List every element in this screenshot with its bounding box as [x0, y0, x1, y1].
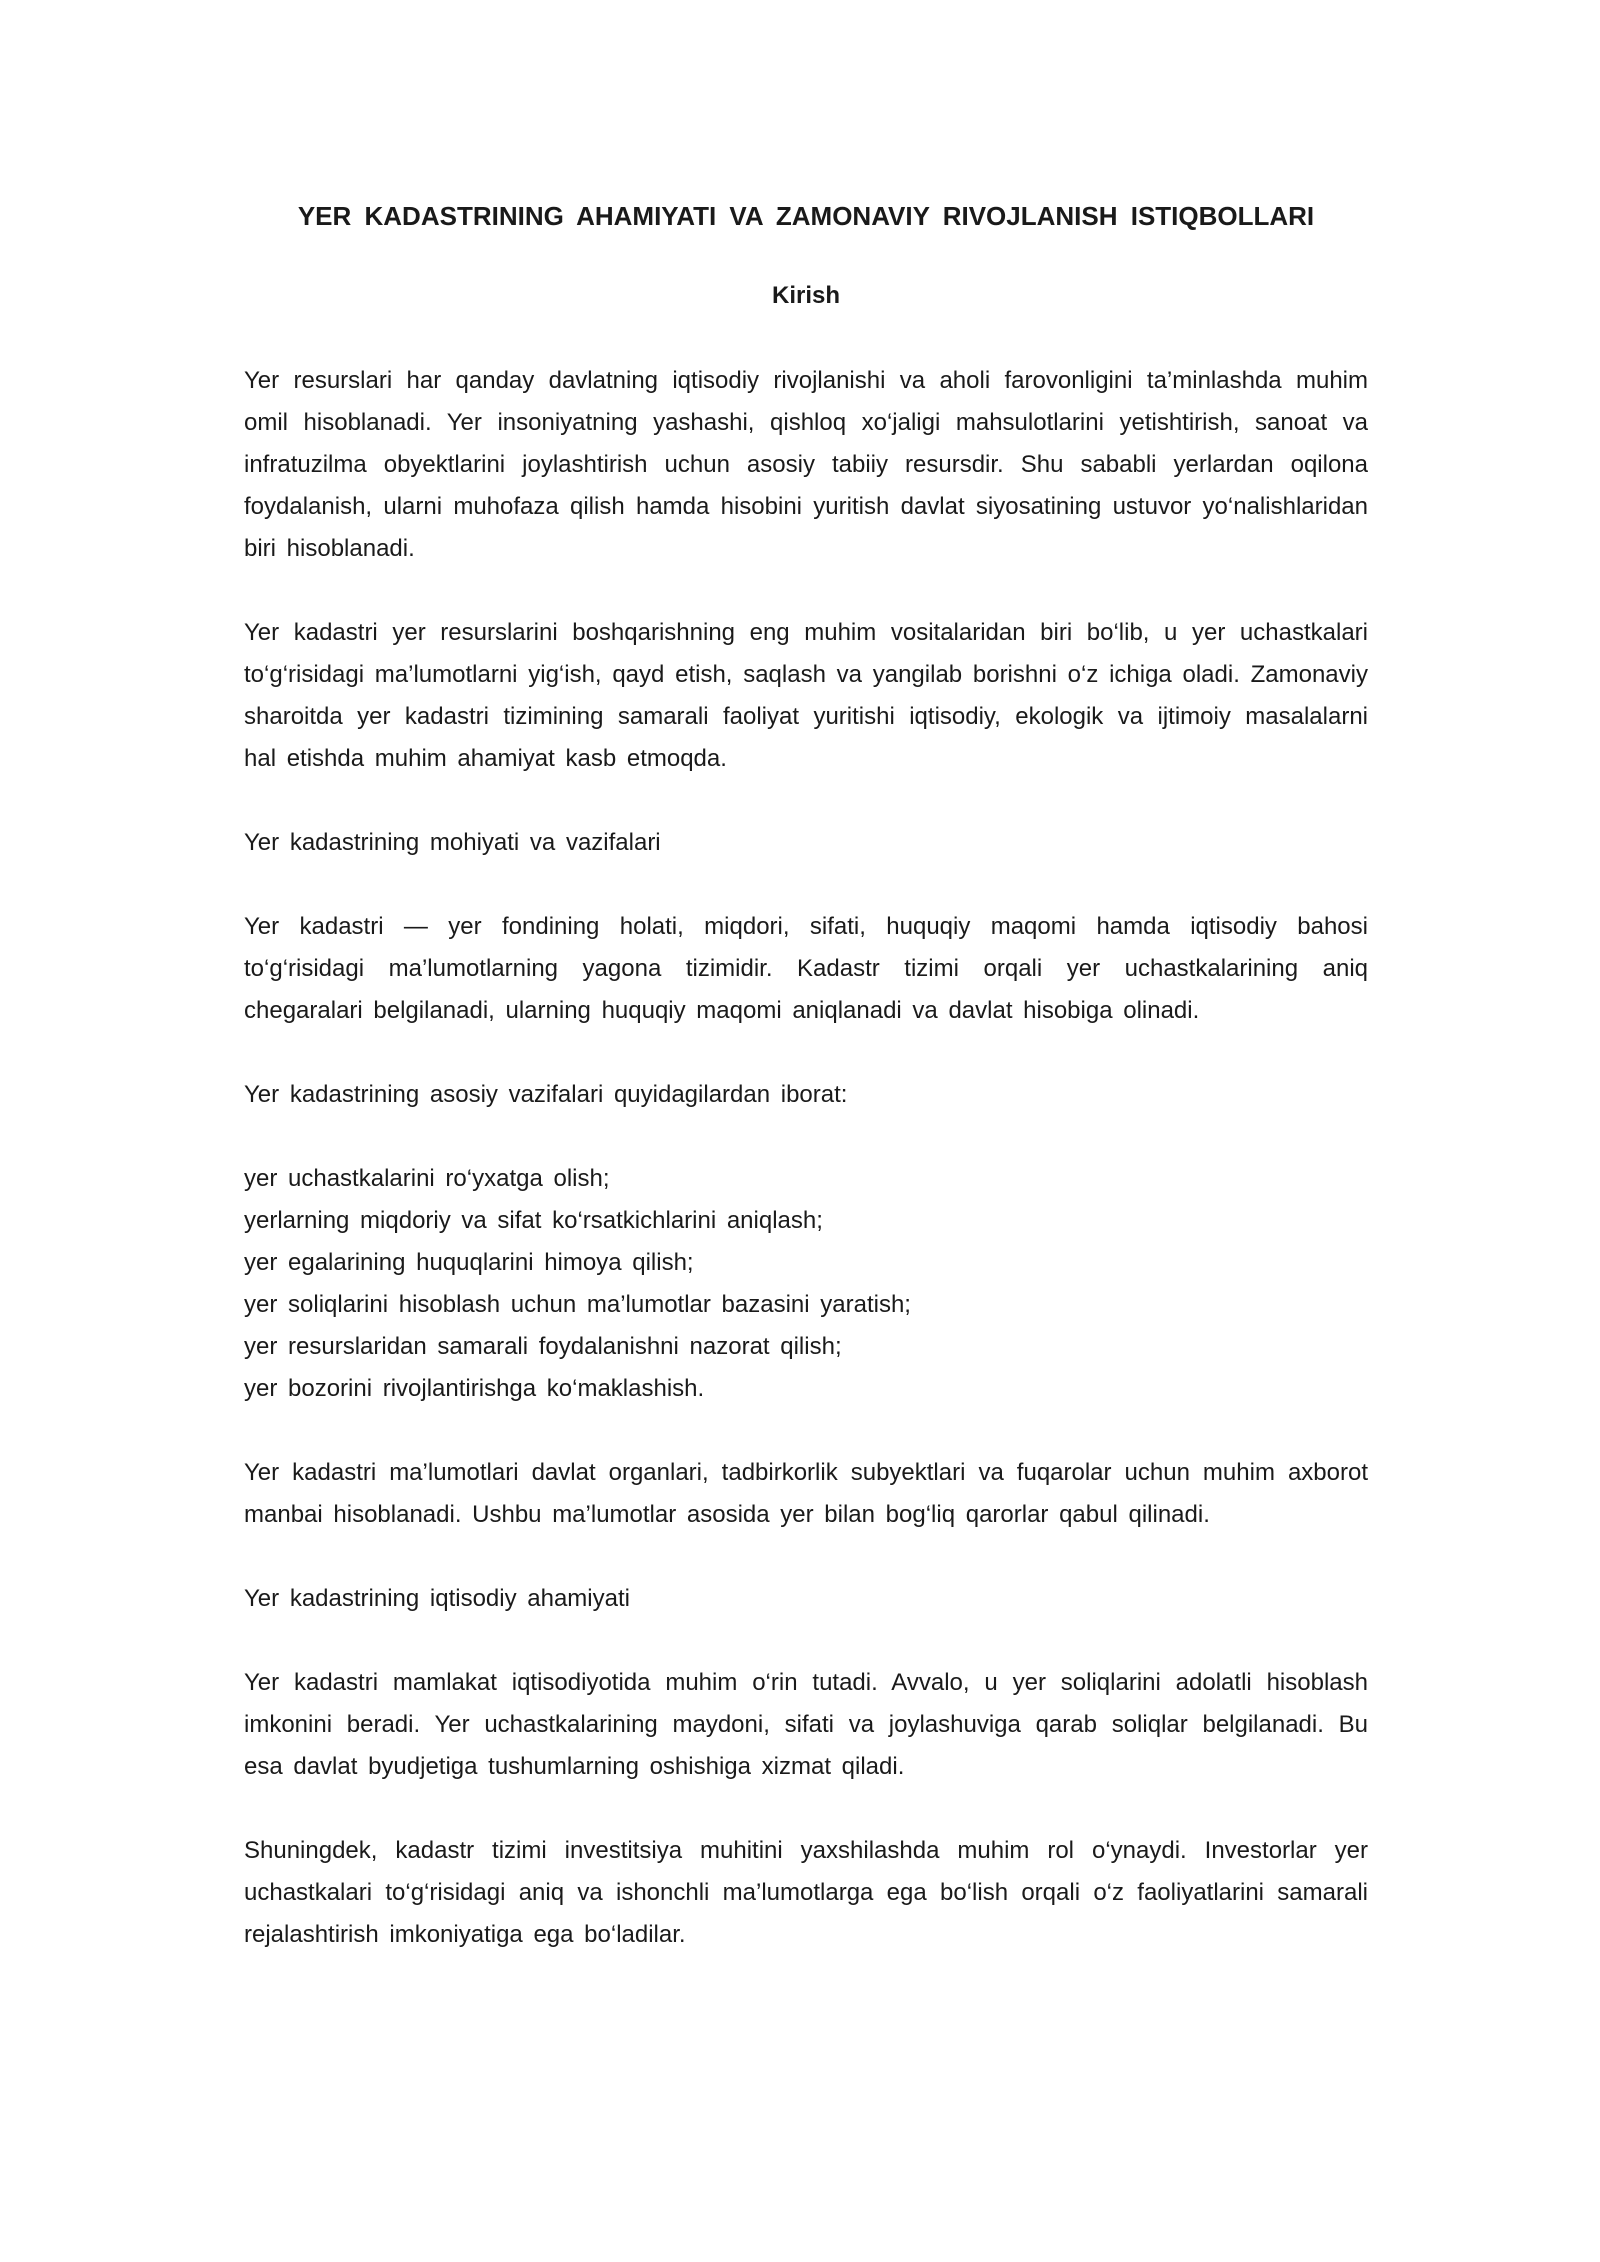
list-item: yerlarning miqdoriy va sifat ko‘rsatkichlarini aniqlash; [244, 1207, 823, 1234]
subheading-economic-importance: Yer kadastrining iqtisodiy ahamiyati [244, 1585, 630, 1612]
tasks-list [244, 1158, 1368, 1410]
paragraph-intro-2: Yer kadastri yer resurslarini boshqarishning eng muhim vositalaridan biri bo‘lib, u yer uchastkalari to‘g‘risidagi ma’lumotlarni yig‘ish, qayd etish, saqlash va yangilab borishni o‘z ichiga oladi. Zamonaviy sharoitda yer kadastri tizimining samarali faoliyat yuritishi iqtisodiy, ekologik va ijtimoiy masalalarni hal etishda muhim ahamiyat kasb etmoqda. [244, 619, 1368, 772]
subheading-main-tasks: Yer kadastrining asosiy vazifalari quyidagilardan iborat: [244, 1081, 848, 1108]
list-item: yer uchastkalarini ro‘yxatga olish; [244, 1165, 610, 1192]
paragraph-definition: Yer kadastri — yer fondining holati, miqdori, sifati, huquqiy maqomi hamda iqtisodiy bahosi to‘g‘risidagi ma’lumotlarning yagona tizimidir. Kadastr tizimi orqali yer uchastkalarining aniq chegaralari belgilanadi, ularning huquqiy maqomi aniqlanadi va davlat hisobiga olinadi. [244, 913, 1368, 1024]
subheading-essence-tasks: Yer kadastrining mohiyati va vazifalari [244, 829, 661, 856]
document-title: YER KADASTRINING AHAMIYATI VA ZAMONAVIY RIVOJLANISH ISTIQBOLLARI [297, 201, 1315, 231]
paragraph-economy-1: Yer kadastri mamlakat iqtisodiyotida muhim o‘rin tutadi. Avvalo, u yer soliqlarini adolatli hisoblash imkonini beradi. Yer uchastkalarining maydoni, sifati va joylashuviga qarab soliqlar belgilanadi. Bu esa davlat byudjetiga tushumlarning oshishiga xizmat qiladi. [244, 1669, 1368, 1780]
paragraph-info-source: Yer kadastri ma’lumotlari davlat organlari, tadbirkorlik subyektlari va fuqarolar uchun muhim axborot manbai hisoblanadi. Ushbu ma’lumotlar asosida yer bilan bog‘liq qarorlar qabul qilinadi. [244, 1459, 1368, 1528]
document-page [244, 196, 1368, 1956]
list-item: yer soliqlarini hisoblash uchun ma’lumotlar bazasini yaratish; [244, 1291, 911, 1318]
paragraph-economy-2: Shuningdek, kadastr tizimi investitsiya muhitini yaxshilashda muhim rol o‘ynaydi. Investorlar yer uchastkalari to‘g‘risidagi aniq va ishonchli ma’lumotlarga ega bo‘lish orqali o‘z faoliyatlarini samarali rejalashtirish imkoniyatiga ega bo‘ladilar. [244, 1837, 1368, 1948]
paragraph-intro-1: Yer resurslari har qanday davlatning iqtisodiy rivojlanishi va aholi farovonligini ta’minlashda muhim omil hisoblanadi. Yer insoniyatning yashashi, qishloq xo‘jaligi mahsulotlarini yetishtirish, sanoat va infratuzilma obyektlarini joylashtirish uchun asosiy tabiiy resursdir. Shu sababli yerlardan oqilona foydalanish, ularni muhofaza qilish hamda hisobini yuritish davlat siyosatining ustuvor yo‘nalishlaridan biri hisoblanadi. [244, 367, 1368, 562]
intro-heading: Kirish [771, 282, 840, 309]
list-item: yer resurslaridan samarali foydalanishni nazorat qilish; [244, 1333, 842, 1360]
list-item: yer egalarining huquqlarini himoya qilish; [244, 1249, 694, 1276]
list-item: yer bozorini rivojlantirishga ko‘maklashish. [244, 1375, 705, 1402]
